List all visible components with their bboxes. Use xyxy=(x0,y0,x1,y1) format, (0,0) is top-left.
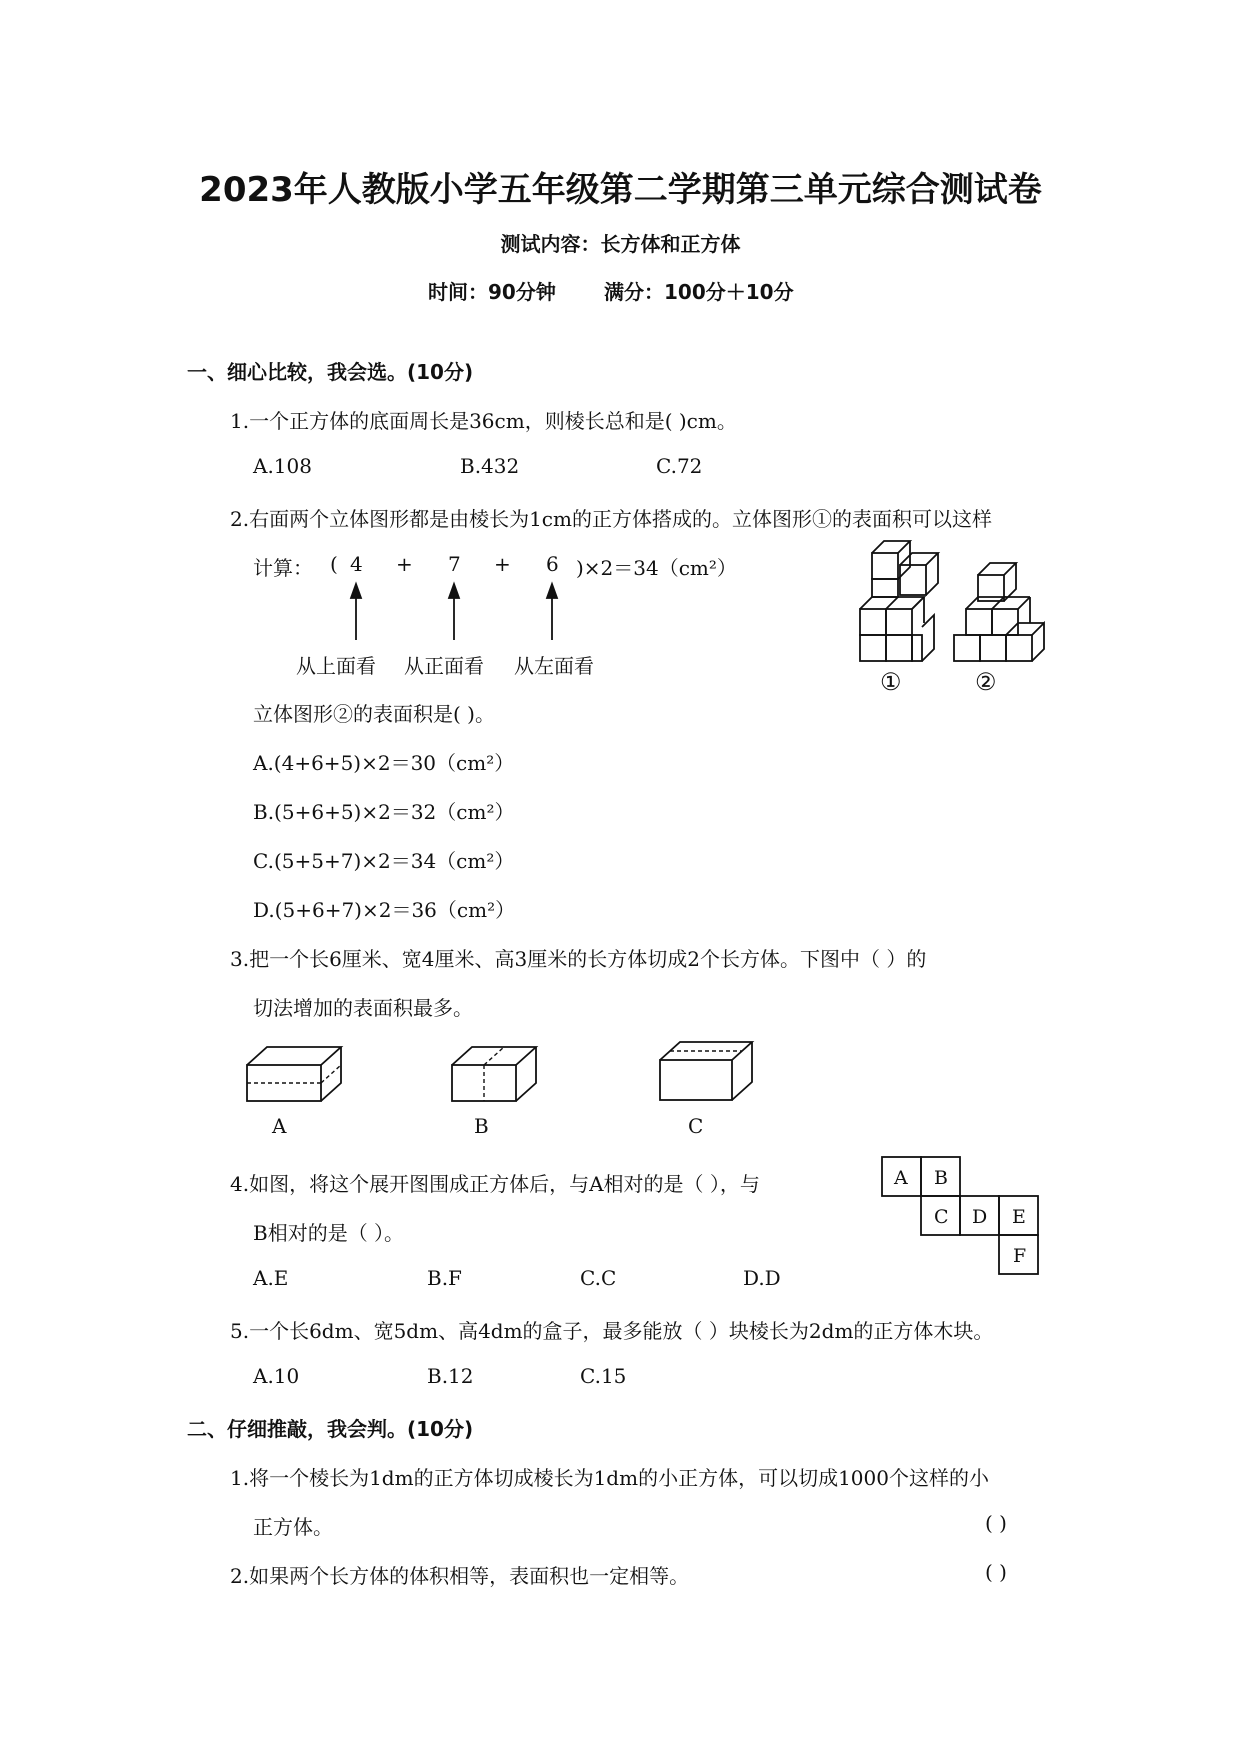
q2-calc-front: 7 xyxy=(448,552,461,576)
q1-stem: 1.一个正方体的底面周长是36cm，则棱长总和是( )cm。 xyxy=(230,409,737,433)
q2-option-b: B.(5+6+5)×2＝32（cm²） xyxy=(253,800,515,824)
cuboid-cut-b xyxy=(450,1045,550,1105)
cut-label-b: B xyxy=(474,1114,489,1138)
q2-stem: 2.右面两个立体图形都是由棱长为1cm的正方体搭成的。立体图形①的表面积可以这样 xyxy=(230,507,992,531)
judge-q1-answer-paren: ( ) xyxy=(985,1511,1007,1535)
view-label-front: 从正面看 xyxy=(404,654,484,678)
figure-label-1: ① xyxy=(880,668,902,696)
net-cell-e: E xyxy=(1012,1206,1026,1228)
q2-calc-open: ( xyxy=(330,552,338,576)
q4-option-c: C.C xyxy=(580,1266,617,1290)
section1-heading: 一、细心比较，我会选。(10分) xyxy=(187,360,474,384)
q2-calc-top: 4 xyxy=(350,552,363,576)
q2-calc-plus: + xyxy=(494,552,511,576)
q4-option-a: A.E xyxy=(253,1266,289,1290)
judge-q2-answer-paren: ( ) xyxy=(985,1560,1007,1584)
cuboid-cut-a xyxy=(245,1045,345,1105)
cube-net xyxy=(880,1155,1050,1280)
page-title: 2023年人教版小学五年级第二学期第三单元综合测试卷 xyxy=(199,170,1042,210)
q4-stem-line1: 4.如图，将这个展开图围成正方体后，与A相对的是（ ），与 xyxy=(230,1172,760,1196)
view-label-left: 从左面看 xyxy=(514,654,594,678)
q2-option-d: D.(5+6+7)×2＝36（cm²） xyxy=(253,898,516,922)
q4-option-b: B.F xyxy=(427,1266,462,1290)
q3-stem-line2: 切法增加的表面积最多。 xyxy=(253,996,473,1020)
q2-option-c: C.(5+5+7)×2＝34（cm²） xyxy=(253,849,515,873)
q2-calc-prefix: 计算： xyxy=(253,556,313,580)
q5-option-c: C.15 xyxy=(580,1364,627,1388)
q5-stem: 5.一个长6dm、宽5dm、高4dm的盒子，最多能放（ ）块棱长为2dm的正方体木块。 xyxy=(230,1319,994,1343)
q2-question: 立体图形②的表面积是( )。 xyxy=(253,702,495,726)
q2-calc-plus: + xyxy=(396,552,413,576)
cut-label-c: C xyxy=(688,1114,704,1138)
view-label-top: 从上面看 xyxy=(296,654,376,678)
cube-stack-figure-2 xyxy=(952,555,1062,665)
cut-label-a: A xyxy=(272,1114,287,1138)
q5-option-b: B.12 xyxy=(427,1364,474,1388)
figure-label-2: ② xyxy=(975,668,997,696)
net-cell-b: B xyxy=(934,1167,948,1189)
arrow-top xyxy=(351,584,361,640)
judge-q1-line1: 1.将一个棱长为1dm的正方体切成棱长为1dm的小正方体，可以切成1000个这样的小 xyxy=(230,1466,989,1490)
arrow-front xyxy=(449,584,459,640)
net-cell-f: F xyxy=(1013,1245,1027,1267)
net-cell-d: D xyxy=(972,1206,988,1228)
q5-option-a: A.10 xyxy=(253,1364,300,1388)
q2-calc-left: 6 xyxy=(546,552,559,576)
time-limit: 时间：90分钟 xyxy=(428,280,556,304)
test-content: 测试内容：长方体和正方体 xyxy=(500,232,741,256)
judge-q1-line2: 正方体。 xyxy=(253,1515,333,1539)
full-score: 满分：100分＋10分 xyxy=(604,280,794,304)
judge-q2: 2.如果两个长方体的体积相等，表面积也一定相等。 xyxy=(230,1564,690,1588)
q2-calc-result: )×2＝34（cm²） xyxy=(576,556,737,580)
net-cell-c: C xyxy=(934,1206,949,1228)
arrow-left xyxy=(547,584,557,640)
q4-option-d: D.D xyxy=(743,1266,781,1290)
q1-option-b: B.432 xyxy=(460,454,520,478)
q1-option-a: A.108 xyxy=(253,454,312,478)
net-cell-a: A xyxy=(894,1167,908,1189)
q1-option-c: C.72 xyxy=(656,454,703,478)
q2-option-a: A.(4+6+5)×2＝30（cm²） xyxy=(253,751,515,775)
q4-stem-line2: B相对的是（ ）。 xyxy=(253,1221,405,1245)
cuboid-cut-c xyxy=(658,1040,758,1105)
q3-stem-line1: 3.把一个长6厘米、宽4厘米、高3厘米的长方体切成2个长方体。下图中（ ）的 xyxy=(230,947,927,971)
section2-heading: 二、仔细推敲，我会判。(10分) xyxy=(187,1417,474,1441)
